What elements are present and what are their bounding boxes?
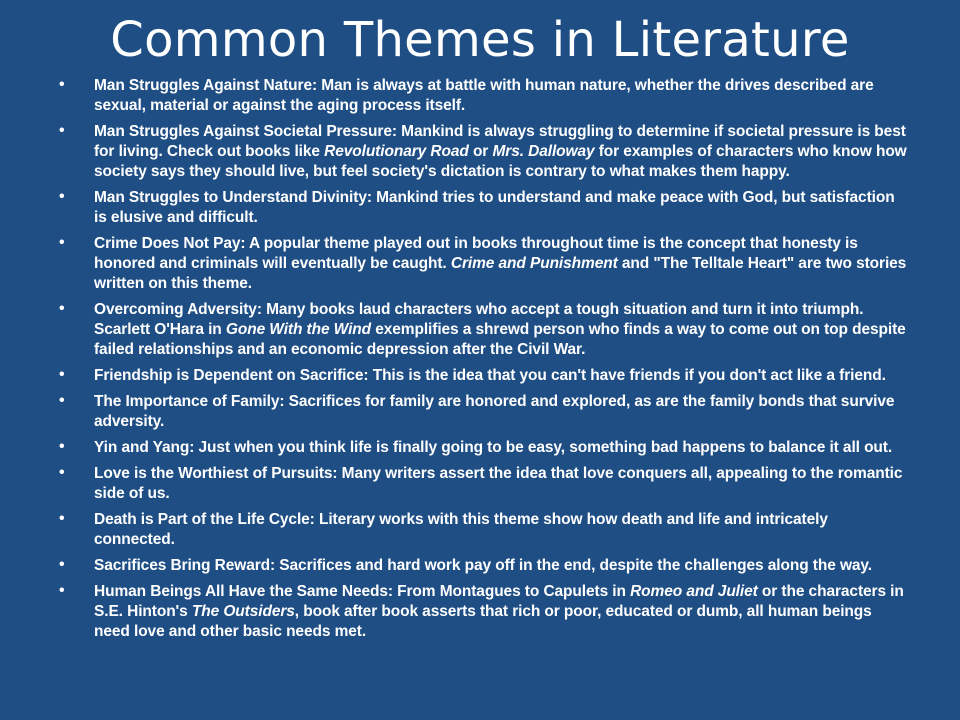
bullet-text: Yin and Yang: Just when you think life is finally going to be easy, something bad happens to balance it all out. xyxy=(94,439,893,456)
bullet-text: Man Struggles Against Nature: Man is always at battle with human nature, whether the drives described are sexual, material or against the aging process itself. xyxy=(94,77,874,114)
bullet-title-italic: Mrs. Dalloway xyxy=(492,143,595,160)
bullet-dot-icon: • xyxy=(59,464,65,481)
slide-title: Common Themes in Literature xyxy=(110,12,850,68)
bullet-item xyxy=(0,464,960,504)
bullet-title-italic: Revolutionary Road xyxy=(324,143,469,160)
bullet-title-italic: Gone With the Wind xyxy=(225,321,372,338)
bullet-dot-icon: • xyxy=(59,366,65,383)
bullet-item xyxy=(0,366,960,386)
bullet-text: for examples of characters who know how society says they should live, but feel society's dictation is contrary to what makes them happy. xyxy=(94,143,907,180)
bullet-dot-icon: • xyxy=(59,510,65,527)
bullet-title-italic: Crime and Punishment xyxy=(450,255,618,272)
bullet-title-italic: The Outsiders xyxy=(191,603,295,620)
bullet-list xyxy=(0,76,960,648)
bullet-text: Overcoming Adversity: Many books laud characters who accept a tough situation and turn it into triumph. Scarlett O'Hara in xyxy=(94,301,864,338)
bullet-item xyxy=(0,234,960,294)
bullet-text: Man Struggles Against Societal Pressure: Mankind is always struggling to determine if societal pressure is best for living. Check out books like xyxy=(94,123,906,160)
bullet-text: Man Struggles to Understand Divinity: Mankind tries to understand and make peace with God, but satisfaction is elusive and difficult. xyxy=(94,189,895,226)
bullet-item xyxy=(0,300,960,360)
bullet-text: exemplifies a shrewd person who finds a way to come out on top despite failed relationships and an economic depression after the Civil War. xyxy=(94,321,906,358)
bullet-dot-icon: • xyxy=(59,188,65,205)
bullet-item xyxy=(0,582,960,642)
bullet-text: The Importance of Family: Sacrifices for family are honored and explored, as are the family bonds that survive adversity. xyxy=(94,393,895,430)
bullet-dot-icon: • xyxy=(59,582,65,599)
bullet-item xyxy=(0,122,960,182)
bullet-item xyxy=(0,510,960,550)
bullet-text: Death is Part of the Life Cycle: Literary works with this theme show how death and life and intricately connected. xyxy=(94,511,828,548)
bullet-dot-icon: • xyxy=(59,122,65,139)
bullet-dot-icon: • xyxy=(59,300,65,317)
bullet-text: Love is the Worthiest of Pursuits: Many writers assert the idea that love conquers all, appealing to the romantic side of us. xyxy=(94,465,903,502)
bullet-text: Sacrifices Bring Reward: Sacrifices and hard work pay off in the end, despite the challenges along the way. xyxy=(94,557,872,574)
bullet-dot-icon: • xyxy=(59,556,65,573)
bullet-item xyxy=(0,438,960,458)
bullet-text: and "The Telltale Heart" are two stories written on this theme. xyxy=(94,255,907,292)
bullet-text: Friendship is Dependent on Sacrifice: This is the idea that you can't have friends if you don't act like a friend. xyxy=(94,367,886,384)
bullet-text: Crime Does Not Pay: A popular theme played out in books throughout time is the concept that honesty is honored and criminals will eventually be caught. xyxy=(94,235,858,272)
bullet-item xyxy=(0,392,960,432)
bullet-dot-icon: • xyxy=(59,234,65,251)
bullet-text: Human Beings All Have the Same Needs: From Montagues to Capulets in xyxy=(94,583,631,600)
bullet-item xyxy=(0,556,960,576)
bullet-text: or xyxy=(468,143,493,160)
bullet-item xyxy=(0,188,960,228)
bullet-text: or the characters in S.E. Hinton's xyxy=(94,583,904,620)
bullet-dot-icon: • xyxy=(59,392,65,409)
bullet-dot-icon: • xyxy=(59,76,65,93)
bullet-text: , book after book asserts that rich or poor, educated or dumb, all human beings need love and other basic needs met. xyxy=(94,603,872,640)
bullet-dot-icon: • xyxy=(59,438,65,455)
bullet-item xyxy=(0,76,960,116)
bullet-title-italic: Romeo and Juliet xyxy=(630,583,758,600)
